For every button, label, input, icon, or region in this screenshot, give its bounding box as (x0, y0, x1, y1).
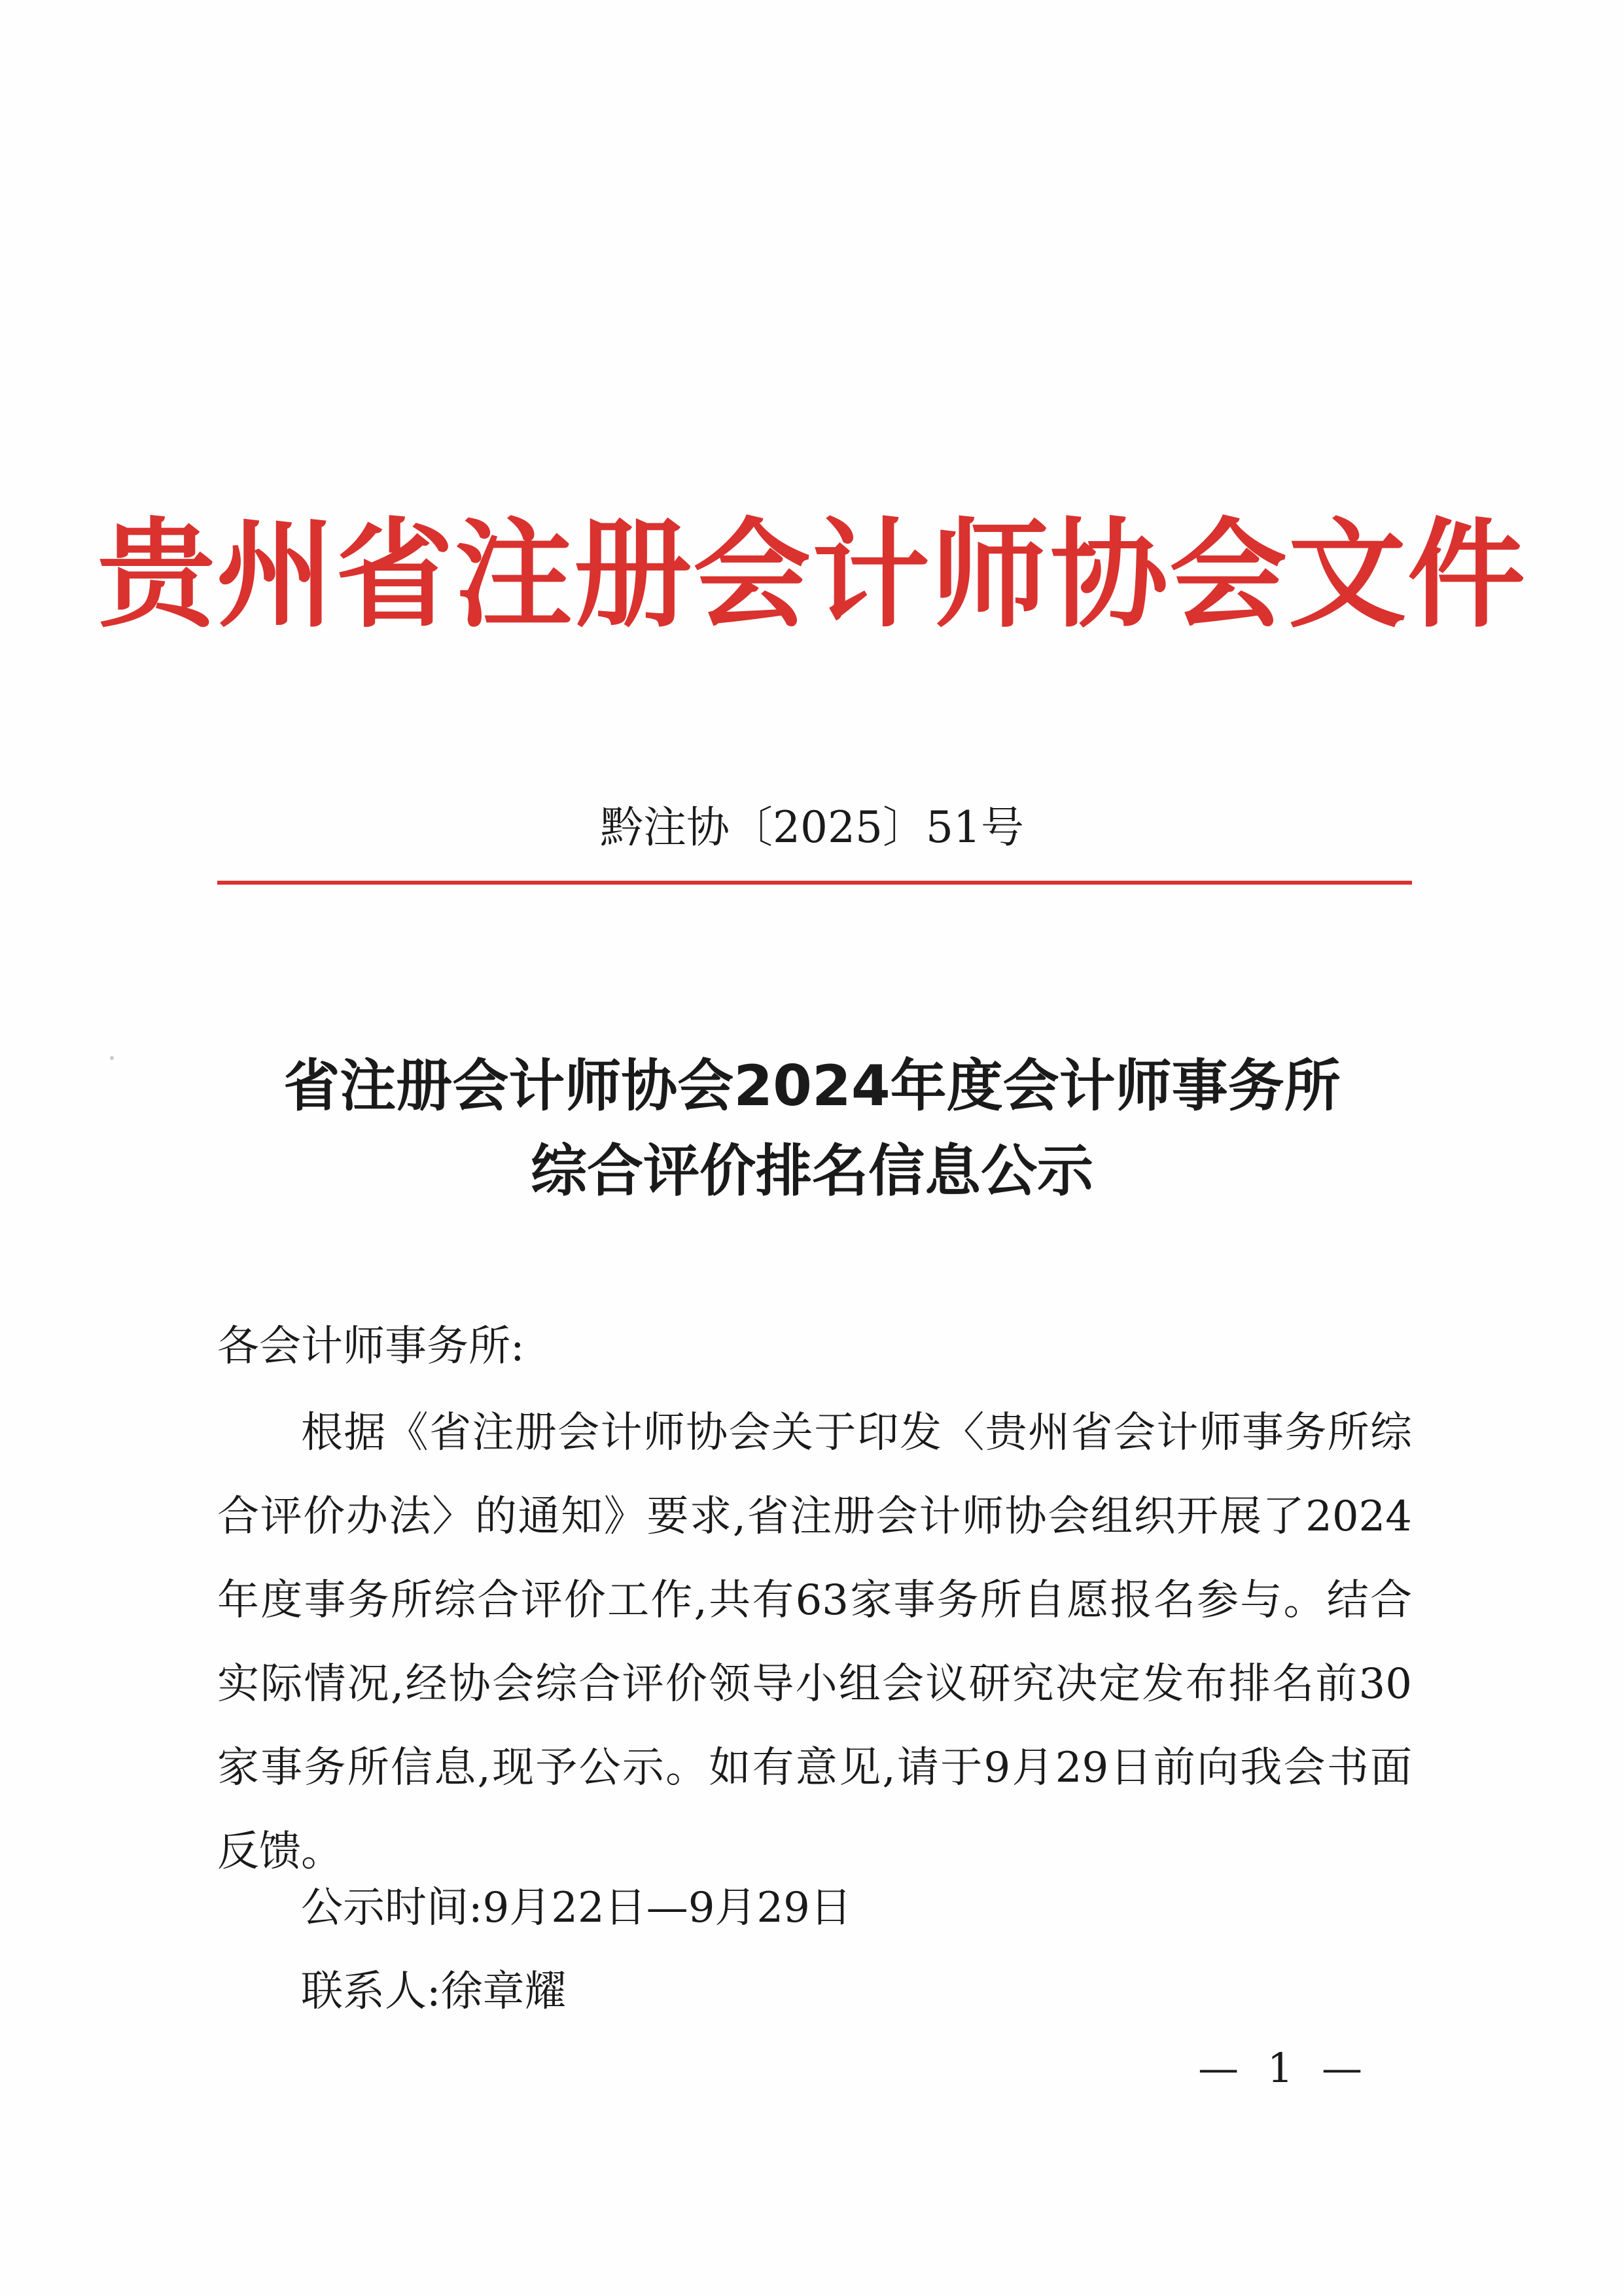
red-divider-line (217, 881, 1412, 885)
body-paragraph: 根据《省注册会计师协会关于印发〈贵州省会计师事务所综合评价办法〉的通知》要求,省注册会计师协会组织开展了2024年度事务所综合评价工作,共有63家事务所自愿报名参与。结合实际情况,经协会综合评价领导小组会议研究决定发布排名前30家事务所信息,现予公示。如有意见,请于9月29日前向我会书面反馈。 (217, 1409, 1412, 1876)
notice-title-line-1: 省注册会计师协会2024年度会计师事务所 (283, 1053, 1341, 1119)
salutation: 各会计师事务所: (217, 1322, 525, 1371)
notice-title-line-2: 综合评价排名信息公示 (531, 1139, 1093, 1204)
page-number: — 1 — (1198, 2044, 1370, 2092)
contact-person: 联系人:徐章耀 (301, 1968, 567, 2016)
masthead-title: 贵州省注册会计师协会文件 (97, 507, 1527, 644)
document-number: 黔注协〔2025〕51号 (600, 802, 1024, 853)
scan-artifact (110, 1056, 114, 1060)
publicity-time: 公示时间:9月22日—9月29日 (301, 1884, 852, 1932)
